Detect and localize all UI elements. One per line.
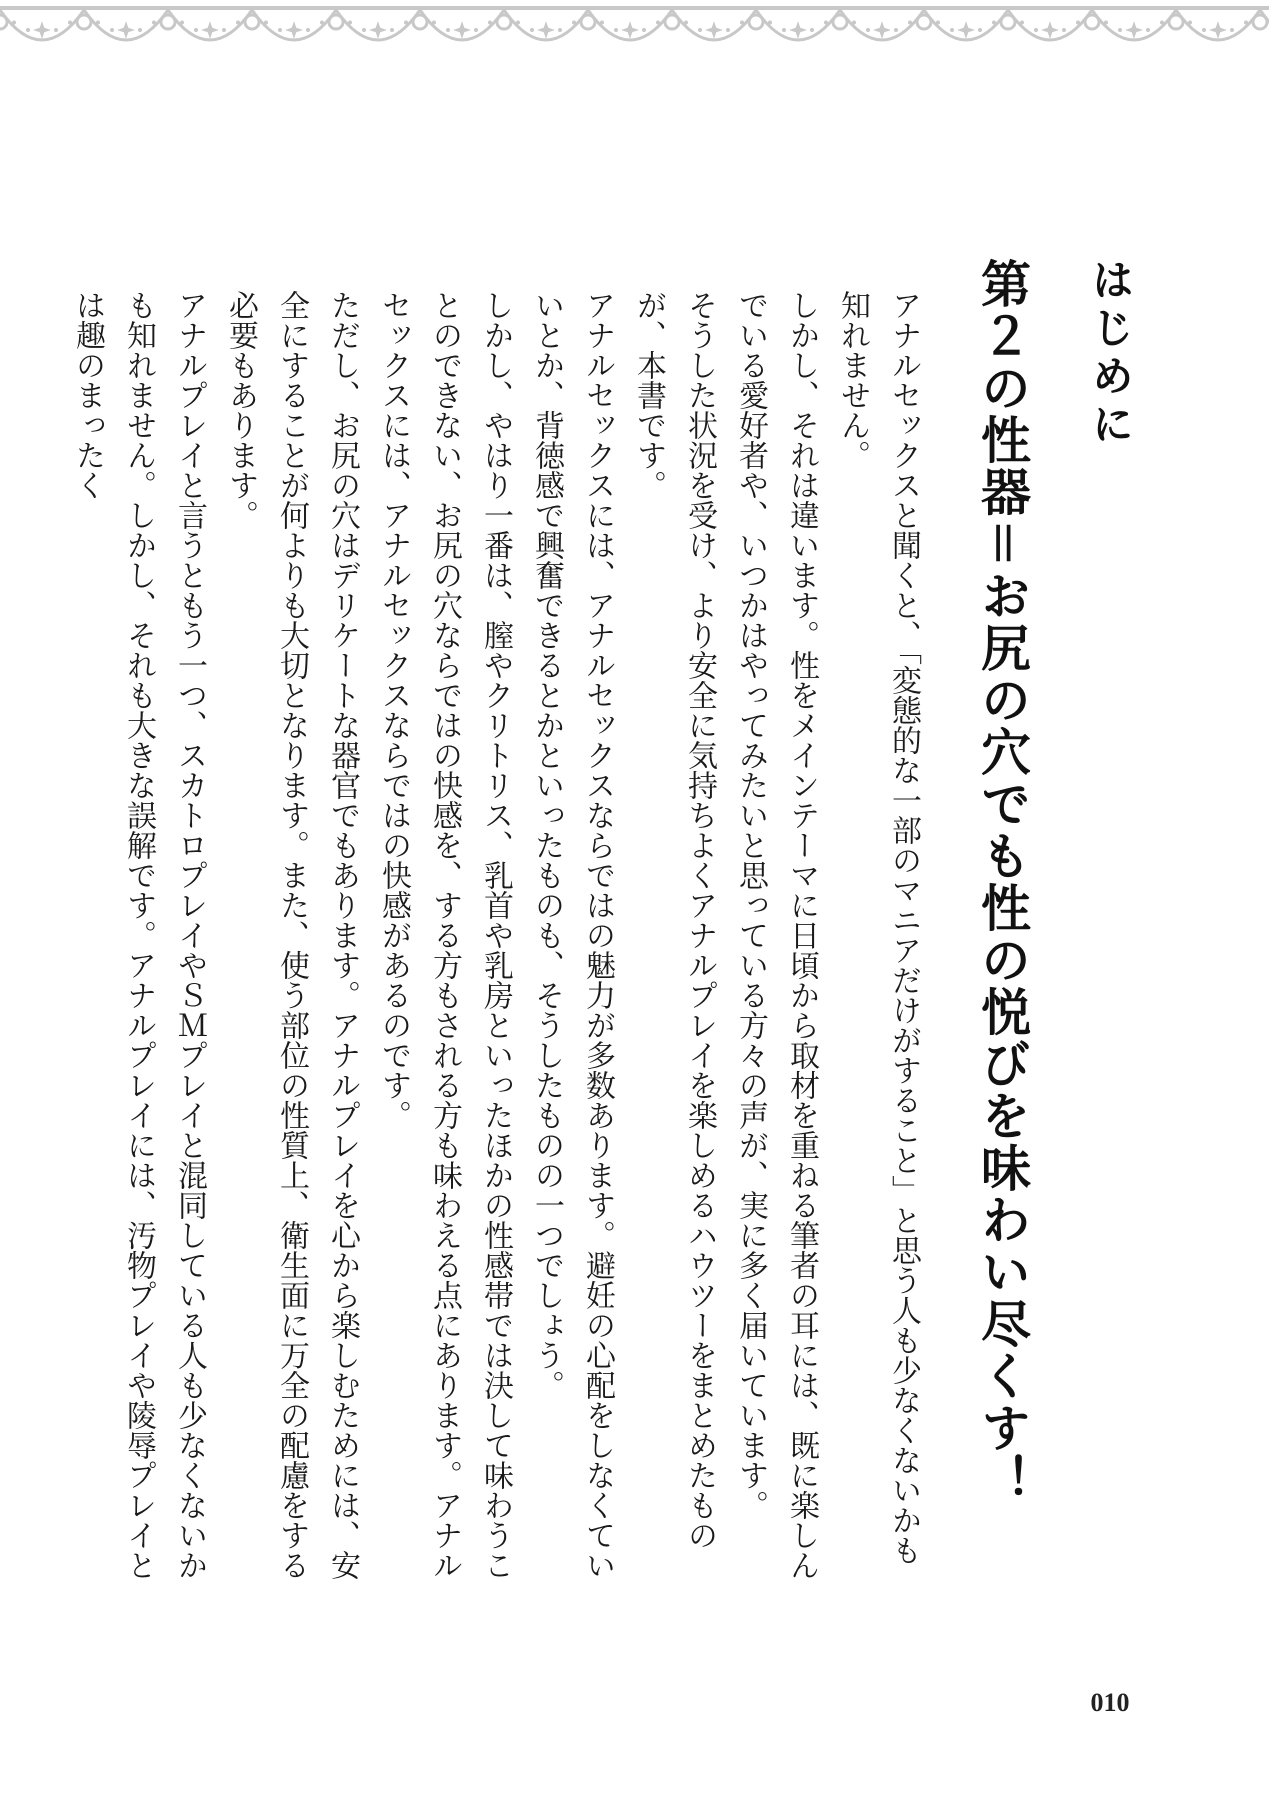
chapter-title: 第２の性器＝お尻の穴でも性の悦びを味わい尽くす！ xyxy=(973,258,1031,1506)
paragraph: そうした状況を受け、より安全に気持ちよくアナルプレイを楽しめるハウツーをまとめたものが、本書です。 xyxy=(631,290,717,1550)
paragraph: アナルセックスと聞くと、「変態的な一部のマニアだけがすること」と思う人も少なくないかも知れません。 xyxy=(835,290,921,1565)
section-label: はじめに xyxy=(1086,258,1135,450)
paragraph: ただし、お尻の穴はデリケートな器官でもあります。アナルプレイを心から楽しむためには、安全にすることが何よりも大切となります。また、使う部位の性質上、衛生面に万全の配慮をする必要もあります。 xyxy=(223,290,360,1580)
paragraph: しかし、やはり一番は、膣やクリトリス、乳首や乳房といったほかの性感帯では決して味わうことのできない、お尻の穴ならではの快感を、する方もされる方も味わえる点にあります。アナルセックスには、アナルセックスならではの快感があるのです。 xyxy=(376,290,513,1580)
page-number: 010 xyxy=(1090,1688,1130,1717)
paragraph: アナルプレイと言うともう一つ、スカトロプレイやＳＭプレイと混同している人も少なくないかも知れません。しかし、それも大きな誤解です。アナルプレイには、汚物プレイや陵辱プレイとは趣のまったく xyxy=(70,290,207,1580)
paragraph: しかし、それは違います。性をメインテーマに日頃から取材を重ねる筆者の耳には、既に楽しんでいる愛好者や、いつかはやってみたいと思っている方々の声が、実に多く届いています。 xyxy=(733,290,819,1580)
body-text xyxy=(70,290,929,1590)
paragraph: アナルセックスには、アナルセックスならではの魅力が多数あります。避妊の心配をしなくていいとか、背徳感で興奮できるとかといったものも、そうしたものの一つでしょう。 xyxy=(529,290,615,1580)
lace-border-ornament xyxy=(0,0,1269,80)
